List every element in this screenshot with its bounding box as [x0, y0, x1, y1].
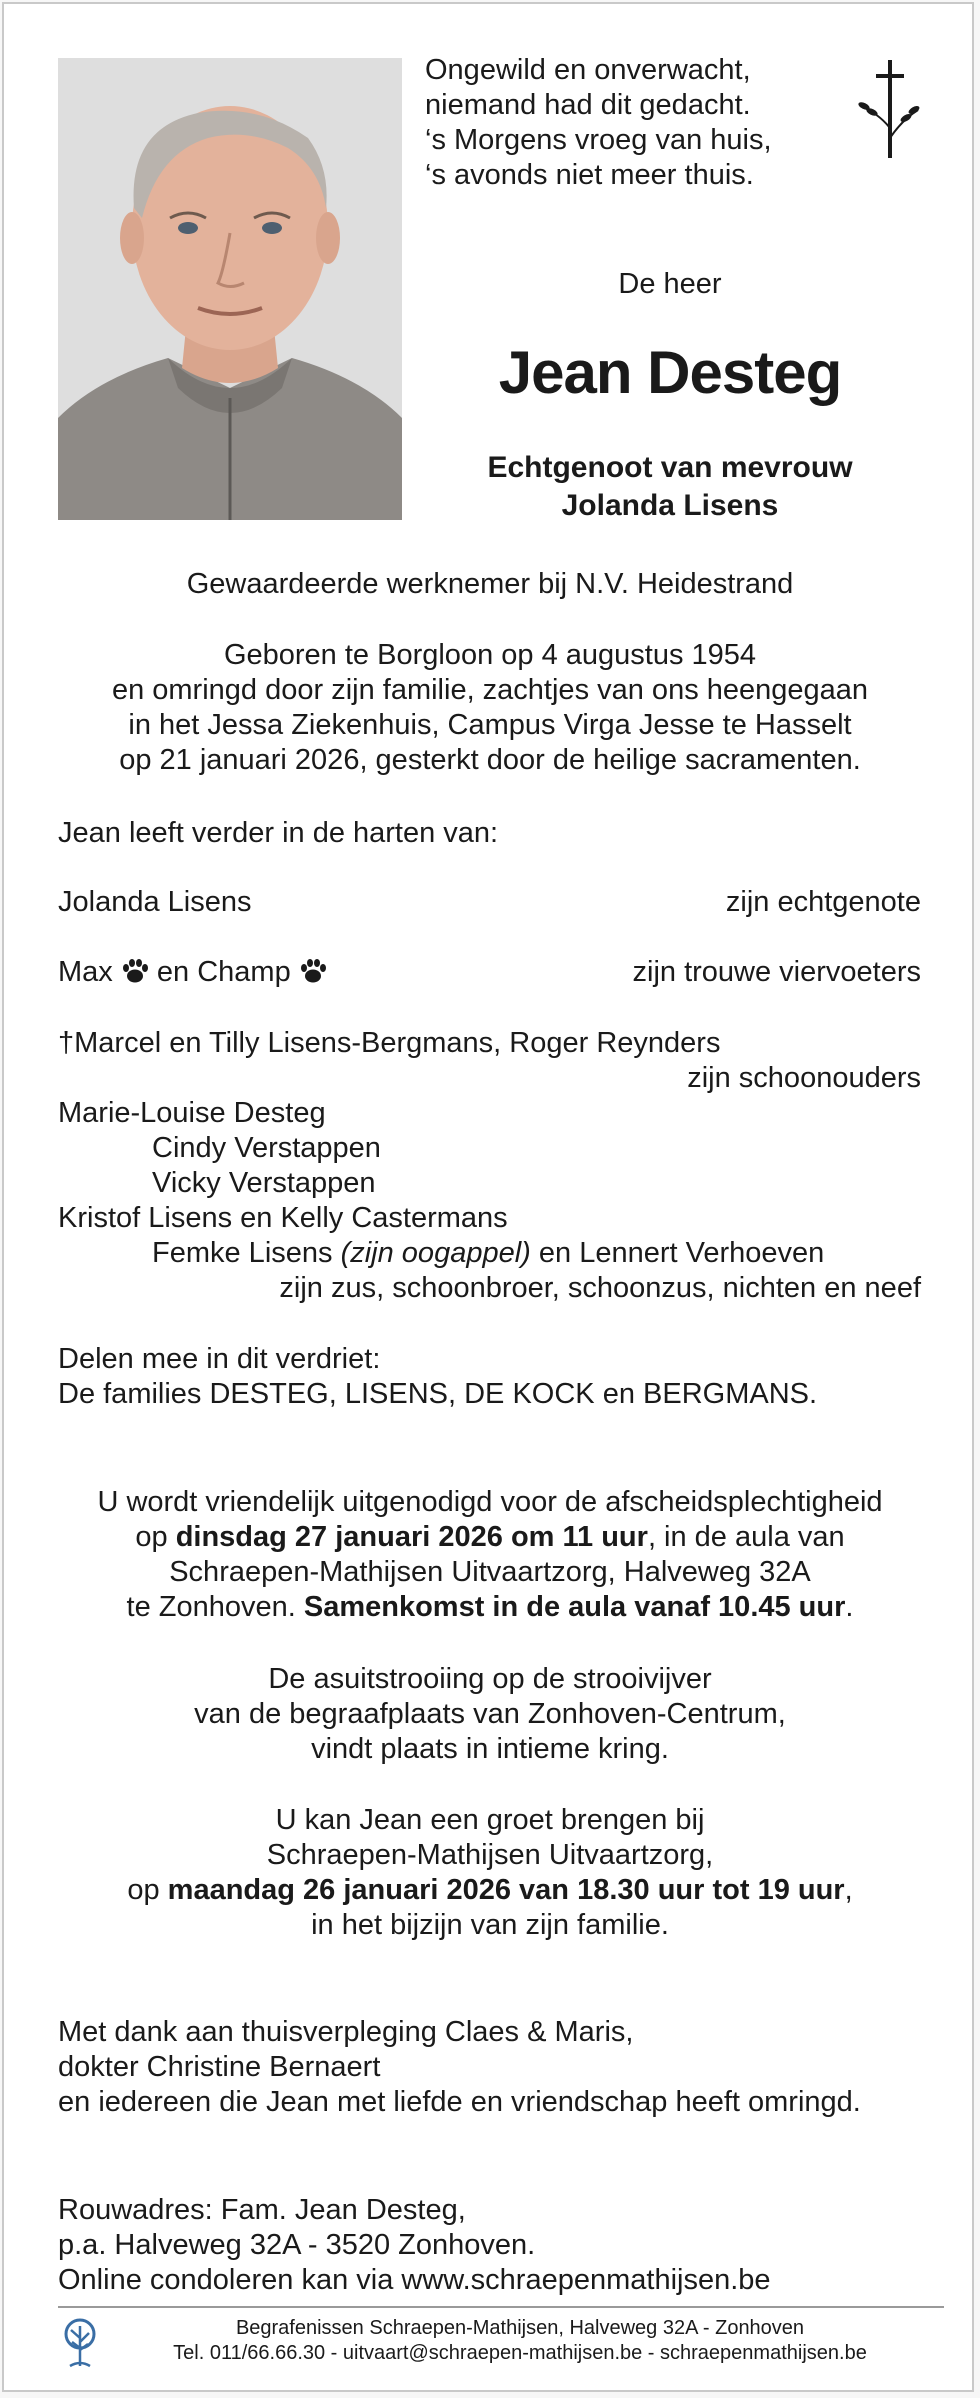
- footer-line-1: Begrafenissen Schraepen-Mathijsen, Halveweg 32A - Zonhoven: [235, 2317, 805, 2339]
- birth-death-line-4: op 21 januari 2026, gesterkt door de heilige sacramenten.: [119, 744, 861, 776]
- spouse-relation: zijn echtgenote: [725, 886, 921, 918]
- femke-line: [152, 1236, 824, 1271]
- remembered-intro: Jean leeft verder in de harten van:: [58, 817, 499, 849]
- pet-name-1: Max: [58, 956, 113, 988]
- mourning-address-line-1: Rouwadres: Fam. Jean Desteg,: [58, 2194, 466, 2226]
- spouse-line-2: Jolanda Lisens: [561, 489, 779, 522]
- pets-relation: zijn trouwe viervoeters: [632, 956, 921, 988]
- thanks-line-1: Met dank aan thuisverpleging Claes & Maris,: [58, 2016, 634, 2048]
- thanks-line-3: en iedereen die Jean met liefde en vriendschap heeft omringd.: [58, 2086, 861, 2118]
- grief-families: De families DESTEG, LISENS, DE KOCK en BERGMANS.: [58, 1378, 818, 1410]
- ceremony-line-4: te Zonhoven. Samenkomst in de aula vanaf 10.45 uur.: [126, 1591, 854, 1623]
- portrait-illustration: [58, 58, 402, 520]
- visit-line-1: U kan Jean een groet brengen bij: [275, 1804, 705, 1836]
- poem-line-3: ‘s Morgens vroeg van huis,: [425, 124, 772, 156]
- footer-divider: [58, 2306, 944, 2308]
- visit-line-2: Schraepen-Mathijsen Uitvaartzorg,: [266, 1839, 714, 1871]
- poem-line-1: Ongewild en onverwacht,: [425, 54, 751, 86]
- visit-line-4: in het bijzijn van zijn familie.: [311, 1909, 669, 1941]
- ceremony-date: dinsdag 27 januari 2026 om 11 uur: [175, 1521, 648, 1553]
- deceased-name: Jean Desteg: [498, 339, 842, 406]
- scattering-line-1: De asuitstrooiing op de strooivijver: [268, 1663, 712, 1695]
- visit-date: maandag 26 januari 2026 van 18.30 uur tot 19 uur: [167, 1874, 845, 1906]
- poem-line-4: ‘s avonds niet meer thuis.: [425, 159, 754, 191]
- pets-line: [58, 955, 327, 990]
- family-relation: zijn zus, schoonbroer, schoonzus, nichten en neef: [279, 1272, 921, 1304]
- niece-1-name: Cindy Verstappen: [152, 1132, 381, 1164]
- cross-with-wheat-icon: [850, 58, 930, 160]
- sister-name: Marie-Louise Desteg: [58, 1097, 326, 1129]
- honorific: De heer: [618, 268, 722, 300]
- femke-note: (zijn oogappel): [340, 1237, 531, 1269]
- birth-death-line-1: Geboren te Borgloon op 4 augustus 1954: [223, 639, 757, 671]
- visit-line-3: op maandag 26 januari 2026 van 18.30 uur tot 19 uur,: [127, 1874, 853, 1906]
- employment: Gewaardeerde werknemer bij N.V. Heidestrand: [186, 568, 794, 600]
- paw-print-icon: [299, 958, 327, 984]
- mourning-address-line-2: p.a. Halveweg 32A - 3520 Zonhoven.: [58, 2229, 536, 2261]
- spouse-line-1: Echtgenoot van mevrouw: [487, 451, 853, 484]
- footer-line-2: Tel. 011/66.66.30 - uitvaart@schraepen-mathijsen.be - schraepenmathijsen.be: [173, 2342, 867, 2364]
- thanks-line-2: dokter Christine Bernaert: [58, 2051, 381, 2083]
- ceremony-line-3: Schraepen-Mathijsen Uitvaartzorg, Halveweg 32A: [169, 1556, 811, 1588]
- tree-logo-icon: [60, 2318, 100, 2368]
- scattering-line-3: vindt plaats in intieme kring.: [311, 1733, 669, 1765]
- niece-2-name: Vicky Verstappen: [152, 1167, 376, 1199]
- ceremony-line-1: U wordt vriendelijk uitgenodigd voor de afscheidsplechtigheid: [97, 1486, 883, 1518]
- in-laws-names: †Marcel en Tilly Lisens-Bergmans, Roger Reynders: [58, 1027, 721, 1059]
- mourning-address-line-3: Online condoleren kan via www.schraepenmathijsen.be: [58, 2264, 771, 2296]
- femke-name: Femke Lisens: [152, 1237, 333, 1269]
- grief-intro: Delen mee in dit verdriet:: [58, 1343, 381, 1375]
- ceremony-line-2: op dinsdag 27 januari 2026 om 11 uur, in de aula van: [135, 1521, 845, 1553]
- birth-death-line-2: en omringd door zijn familie, zachtjes van ons heengegaan: [111, 674, 869, 706]
- birth-death-line-3: in het Jessa Ziekenhuis, Campus Virga Jesse te Hasselt: [128, 709, 852, 741]
- poem-line-2: niemand had dit gedacht.: [425, 89, 751, 121]
- spouse-name: Jolanda Lisens: [58, 886, 252, 918]
- femke-partner: en Lennert Verhoeven: [538, 1237, 825, 1269]
- paw-print-icon: [121, 958, 149, 984]
- pet-name-2: en Champ: [156, 956, 291, 988]
- scattering-line-2: van de begraafplaats van Zonhoven-Centrum,: [194, 1698, 786, 1730]
- brother-in-law-names: Kristof Lisens en Kelly Castermans: [58, 1202, 508, 1234]
- ceremony-gathering: Samenkomst in de aula vanaf 10.45 uur: [303, 1591, 846, 1623]
- in-laws-relation: zijn schoonouders: [687, 1062, 921, 1094]
- portrait-photo: [58, 58, 402, 520]
